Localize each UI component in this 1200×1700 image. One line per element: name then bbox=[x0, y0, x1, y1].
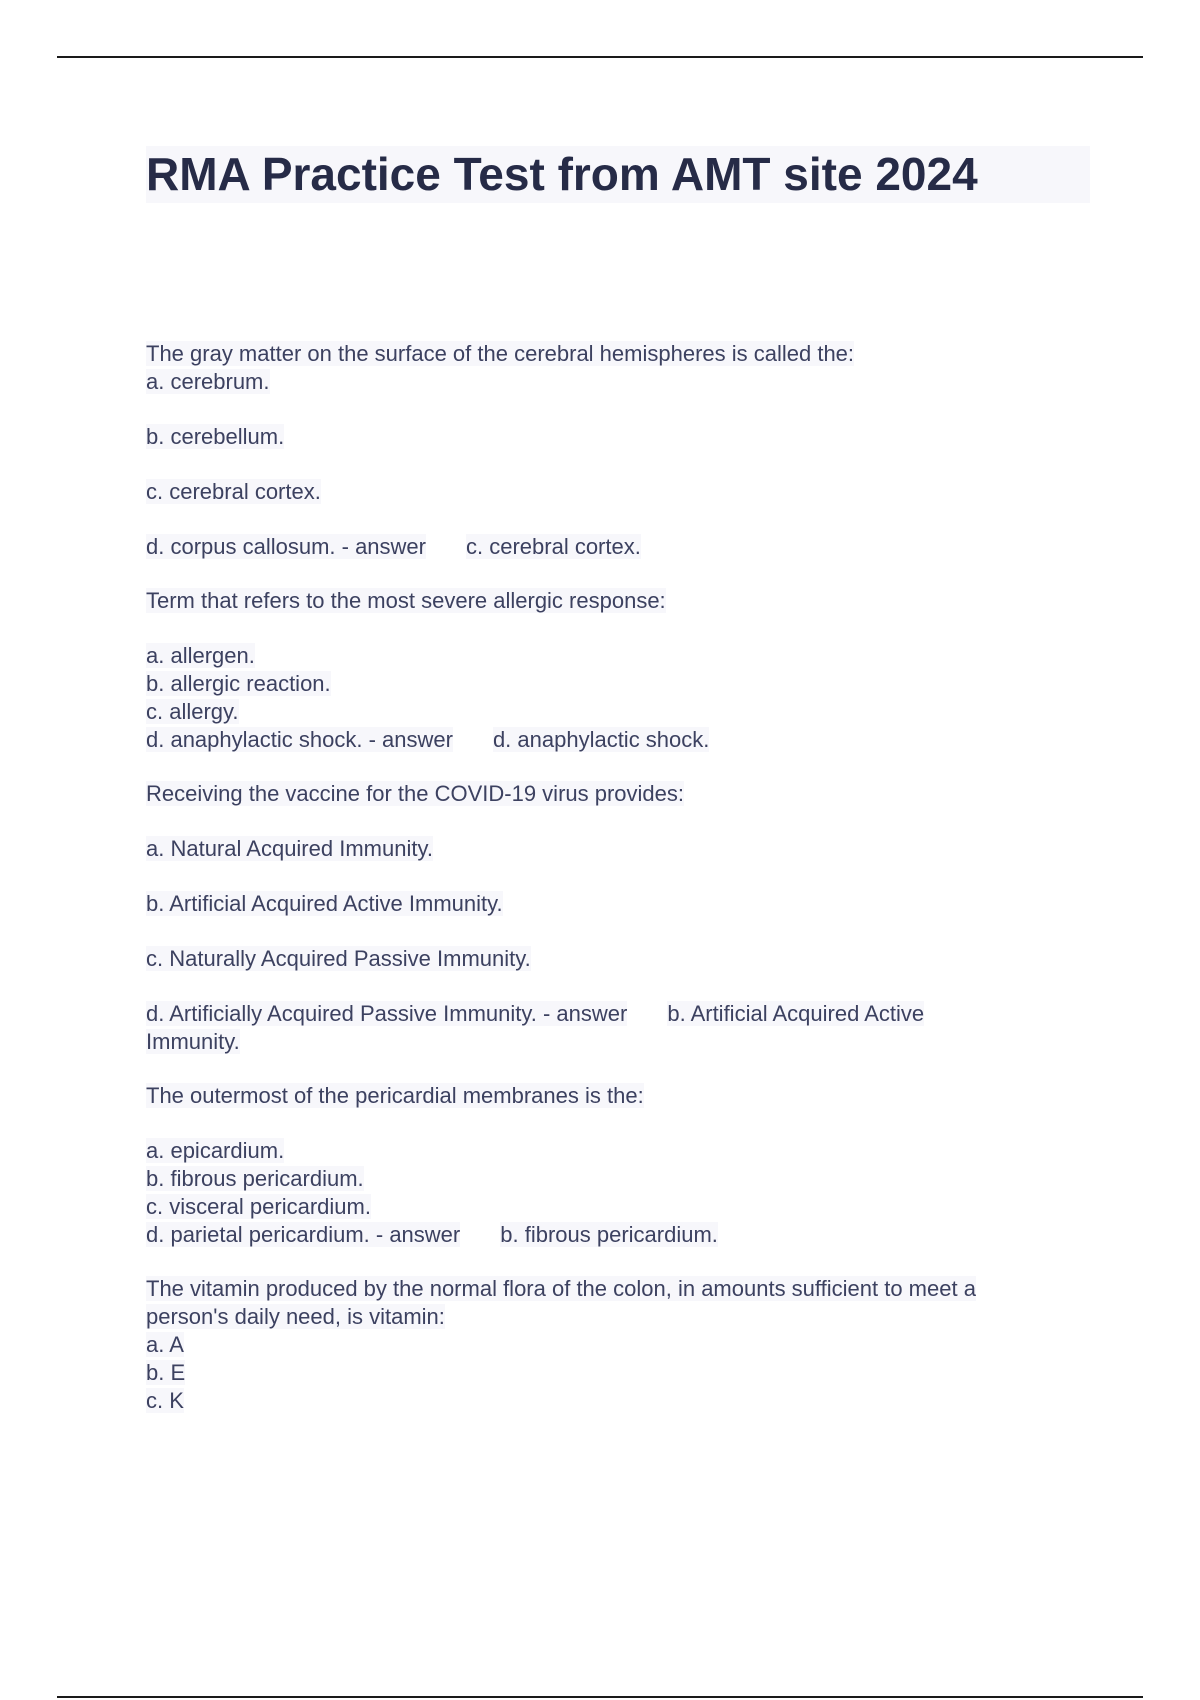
question-list bbox=[146, 340, 1076, 1415]
option-d-with-answer: d. Artificially Acquired Passive Immunity. - answer b. Artificial Acquired Active bbox=[146, 1001, 925, 1026]
option-c: c. allergy. bbox=[146, 699, 239, 724]
option-b: b. allergic reaction. bbox=[146, 671, 331, 696]
option-a: a. allergen. bbox=[146, 643, 255, 668]
option-b: b. Artificial Acquired Active Immunity. bbox=[146, 891, 503, 916]
question-3 bbox=[146, 780, 1076, 1056]
question-stem-line-1: The vitamin produced by the normal flora of the colon, in amounts sufficient to meet a bbox=[146, 1276, 976, 1301]
question-stem-line-2: person's daily need, is vitamin: bbox=[146, 1304, 445, 1329]
option-b: b. E bbox=[146, 1360, 186, 1385]
option-d-with-answer: d. anaphylactic shock. - answer d. anaphylactic shock. bbox=[146, 727, 710, 752]
answer-text: b. fibrous pericardium. bbox=[500, 1222, 718, 1247]
question-4 bbox=[146, 1082, 1076, 1249]
answer-text: d. anaphylactic shock. bbox=[492, 727, 710, 752]
option-b: b. cerebellum. bbox=[146, 424, 285, 449]
option-a: a. Natural Acquired Immunity. bbox=[146, 836, 433, 861]
question-5 bbox=[146, 1275, 1076, 1415]
answer-text-continued: Immunity. bbox=[146, 1029, 240, 1054]
option-c: c. Naturally Acquired Passive Immunity. bbox=[146, 946, 531, 971]
option-a: a. cerebrum. bbox=[146, 369, 270, 394]
question-stem: Receiving the vaccine for the COVID-19 virus provides: bbox=[146, 781, 685, 806]
question-2 bbox=[146, 587, 1076, 754]
option-c: c. K bbox=[146, 1388, 184, 1413]
document-title: RMA Practice Test from AMT site 2024 bbox=[146, 148, 978, 200]
question-stem: The gray matter on the surface of the cerebral hemispheres is called the: bbox=[146, 341, 855, 366]
option-c: c. cerebral cortex. bbox=[146, 479, 321, 504]
answer-text: c. cerebral cortex. bbox=[466, 534, 641, 559]
question-stem: The outermost of the pericardial membranes is the: bbox=[146, 1083, 644, 1108]
option-a: a. A bbox=[146, 1332, 184, 1357]
answer-text: b. Artificial Acquired Active bbox=[667, 1001, 925, 1026]
top-rule bbox=[57, 56, 1143, 58]
option-c: c. visceral pericardium. bbox=[146, 1194, 371, 1219]
option-b: b. fibrous pericardium. bbox=[146, 1166, 364, 1191]
option-a: a. epicardium. bbox=[146, 1138, 285, 1163]
bottom-rule bbox=[57, 1696, 1143, 1698]
option-d-with-answer: d. corpus callosum. - answer c. cerebral cortex. bbox=[146, 534, 641, 559]
question-stem: Term that refers to the most severe allergic response: bbox=[146, 588, 666, 613]
option-d-with-answer: d. parietal pericardium. - answer b. fibrous pericardium. bbox=[146, 1222, 718, 1247]
question-1 bbox=[146, 340, 1076, 561]
